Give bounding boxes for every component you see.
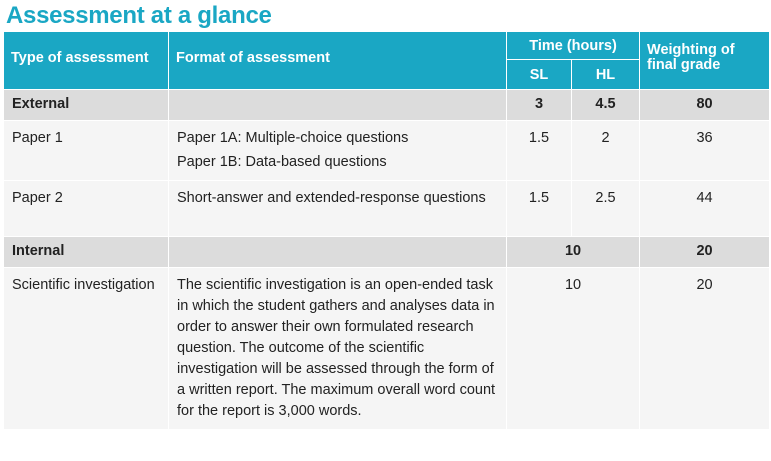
table-row-scientific xyxy=(4,268,770,430)
header-time: Time (hours) xyxy=(507,32,640,60)
row-hl: 2.5 xyxy=(572,181,640,237)
row-hl: 2 xyxy=(572,121,640,181)
row-type: Paper 2 xyxy=(4,181,169,237)
row-format xyxy=(169,237,507,268)
row-weight: 44 xyxy=(640,181,770,237)
row-sl: 1.5 xyxy=(507,121,572,181)
row-time: 10 xyxy=(507,237,640,268)
row-type: Scientific investigation xyxy=(4,268,169,430)
table-row-internal xyxy=(4,237,770,268)
row-weight: 36 xyxy=(640,121,770,181)
table-row-external xyxy=(4,90,770,121)
row-sl: 1.5 xyxy=(507,181,572,237)
row-format xyxy=(169,90,507,121)
row-type: Paper 1 xyxy=(4,121,169,181)
row-format xyxy=(169,121,507,181)
header-weighting xyxy=(640,32,770,90)
header-sl: SL xyxy=(507,60,572,90)
row-weight: 20 xyxy=(640,268,770,430)
format-paper-1b: Paper 1B: Data-based questions xyxy=(177,154,387,170)
row-format: The scientific investigation is an open-ended task in which the student gathers and analyses data in order to answer their own formulated research question. The outcome of the scientific investigation will be assessed through the form of a written report. The maximum overall word count for the report is 3,000 words. xyxy=(169,268,507,430)
row-weight: 80 xyxy=(640,90,770,121)
header-type: Type of assessment xyxy=(4,32,169,90)
page-title: Assessment at a glance xyxy=(6,2,272,29)
table-row-paper1 xyxy=(4,121,770,181)
header-weighting-line1: Weighting of xyxy=(647,41,735,58)
format-paper-1a: Paper 1A: Multiple-choice questions xyxy=(177,130,409,146)
row-type: External xyxy=(4,90,169,121)
row-sl: 3 xyxy=(507,90,572,121)
header-format: Format of assessment xyxy=(169,32,507,90)
row-weight: 20 xyxy=(640,237,770,268)
row-format: Short-answer and extended-response questions xyxy=(169,181,507,237)
row-hl: 4.5 xyxy=(572,90,640,121)
row-time: 10 xyxy=(507,268,640,430)
header-weighting-line2: final grade xyxy=(647,56,721,73)
row-type: Internal xyxy=(4,237,169,268)
table-row-paper2 xyxy=(4,181,770,237)
assessment-table xyxy=(3,31,770,430)
header-hl: HL xyxy=(572,60,640,90)
